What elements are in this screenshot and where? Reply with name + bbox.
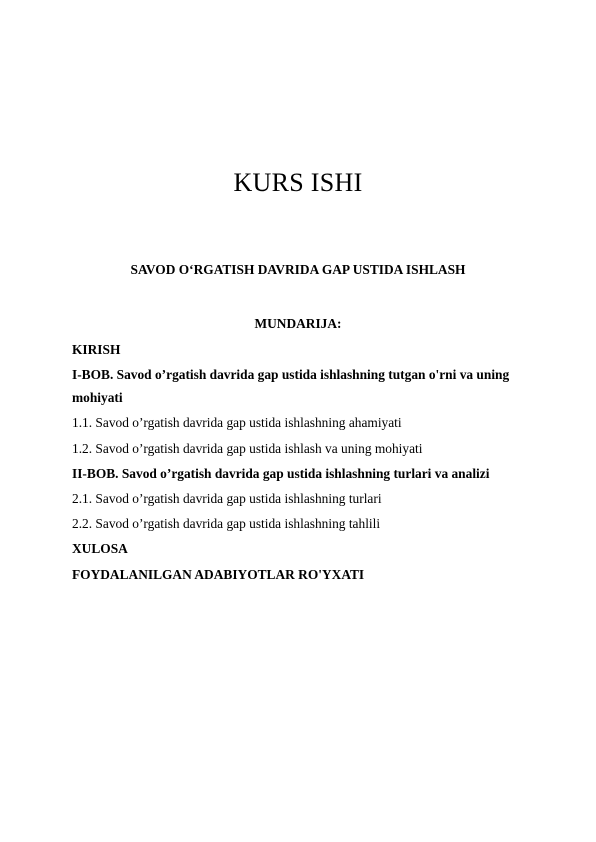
document-title: KURS ISHI (233, 168, 363, 197)
toc-item-section-1-1: 1.1. Savod o’rgatish davrida gap ustida ishlashning ahamiyati (72, 415, 402, 431)
table-of-contents (72, 338, 542, 588)
toc-item-chapter-2: II-BOB. Savod o’rgatish davrida gap ustida ishlashning turlari va analizi (72, 465, 490, 481)
toc-item-section-2-2: 2.2. Savod o’rgatish davrida gap ustida ishlashning tahlili (72, 516, 381, 532)
toc-item-kirish: KIRISH (72, 342, 121, 357)
toc-item-section-1-2: 1.2. Savod o’rgatish davrida gap ustida ishlash va uning mohiyati (72, 440, 423, 456)
toc-item-bibliography: FOYDALANILGAN ADABIYOTLAR RO'YXATI (72, 566, 365, 582)
toc-item-xulosa: XULOSA (72, 541, 128, 557)
toc-item-chapter-1: I-BOB. Savod o’rgatish davrida gap ustida ishlashning tutgan o'rni va uning mohiyati (72, 367, 510, 406)
document-subtitle: SAVOD O‘RGATISH DAVRIDA GAP USTIDA ISHLASH (130, 262, 466, 277)
toc-item-section-2-1: 2.1. Savod o’rgatish davrida gap ustida ishlashning turlari (72, 490, 382, 506)
toc-heading: MUNDARIJA: (254, 316, 342, 331)
